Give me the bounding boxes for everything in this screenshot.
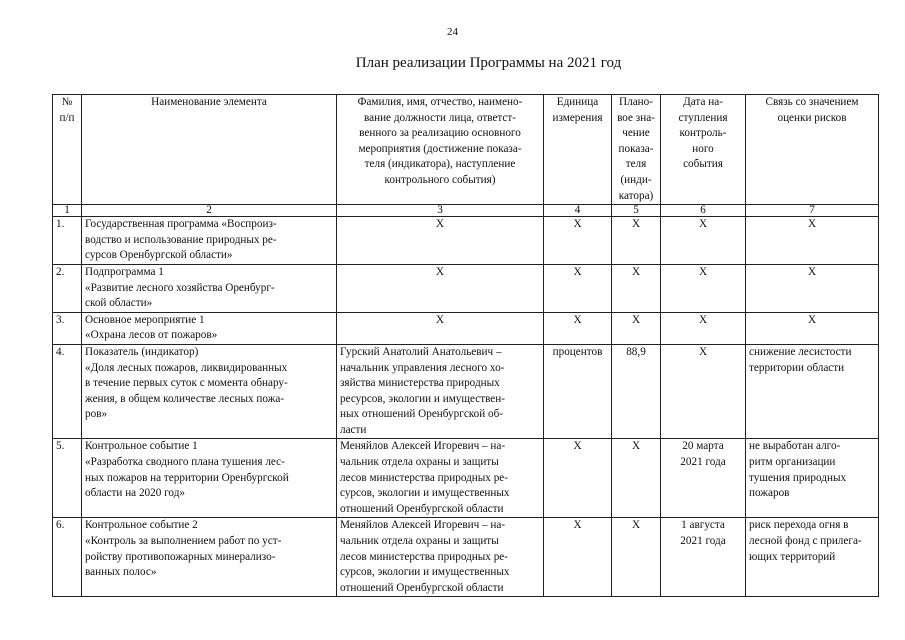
event-date: Х bbox=[661, 344, 746, 439]
row-number: 2. bbox=[53, 264, 82, 312]
event-date: Х bbox=[661, 217, 746, 265]
row-number: 6. bbox=[53, 518, 82, 597]
planned-value: Х bbox=[612, 217, 661, 265]
responsible-person: Гурский Анатолий Анатольевич – начальник управления лесного хо- зяйства министерства природных ресурсов, экологии и имуществен- ных отношений Оренбургской об- ласти bbox=[337, 344, 544, 439]
column-header: Единица измерения bbox=[544, 95, 612, 205]
row-number: 3. bbox=[53, 312, 82, 344]
planned-value: Х bbox=[612, 264, 661, 312]
column-header: Фамилия, имя, отчество, наимено- вание должности лица, ответст- венного за реализацию основного мероприятия (достижение показа- теля (индикатора), наступление контрольного события) bbox=[337, 95, 544, 205]
row-number: 5. bbox=[53, 439, 82, 518]
responsible-person: Меняйлов Алексей Игоревич – на- чальник отдела охраны и защиты лесов министерства природных ре- сурсов, экологии и имущественных отношений Оренбургской области bbox=[337, 439, 544, 518]
unit: Х bbox=[544, 518, 612, 597]
page-title: План реализации Программы на 2021 год bbox=[355, 55, 622, 71]
column-number: 5 bbox=[612, 205, 661, 217]
risk-link: Х bbox=[746, 264, 879, 312]
column-header: Связь со значением оценки рисков bbox=[746, 95, 879, 205]
responsible-person: Х bbox=[337, 264, 544, 312]
column-header: № п/п bbox=[53, 95, 82, 205]
column-number-row bbox=[53, 205, 879, 217]
column-number: 3 bbox=[337, 205, 544, 217]
plan-table bbox=[52, 94, 879, 597]
column-number: 4 bbox=[544, 205, 612, 217]
column-header: Наименование элемента bbox=[82, 95, 337, 205]
unit: процентов bbox=[544, 344, 612, 439]
table-row bbox=[53, 312, 879, 344]
header-row bbox=[53, 95, 879, 205]
risk-link: не выработан алго- ритм организации тушения природных пожаров bbox=[746, 439, 879, 518]
element-name: Показатель (индикатор) «Доля лесных пожаров, ликвидированных в течение первых суток с момента обнару- жения, в общем количестве лесных пожа- ров» bbox=[82, 344, 337, 439]
table-row bbox=[53, 344, 879, 439]
column-header: Плано- вое зна- чение показа- теля (инди- катора) bbox=[612, 95, 661, 205]
column-number: 1 bbox=[53, 205, 82, 217]
table-row bbox=[53, 264, 879, 312]
element-name: Подпрограмма 1 «Развитие лесного хозяйства Оренбург- ской области» bbox=[82, 264, 337, 312]
column-number: 2 bbox=[82, 205, 337, 217]
event-date: 1 августа 2021 года bbox=[661, 518, 746, 597]
responsible-person: Меняйлов Алексей Игоревич – на- чальник отдела охраны и защиты лесов министерства природных ре- сурсов, экологии и имущественных отношений Оренбургской области bbox=[337, 518, 544, 597]
responsible-person: Х bbox=[337, 312, 544, 344]
element-name: Основное мероприятие 1 «Охрана лесов от пожаров» bbox=[82, 312, 337, 344]
element-name: Государственная программа «Воспроиз- водство и использование природных ре- сурсов Оренбургской области» bbox=[82, 217, 337, 265]
page-number: 24 bbox=[447, 26, 458, 38]
row-number: 1. bbox=[53, 217, 82, 265]
element-name: Контрольное событие 1 «Разработка сводного плана тушения лес- ных пожаров на территории Оренбургской области на 2020 год» bbox=[82, 439, 337, 518]
unit: Х bbox=[544, 439, 612, 518]
column-header: Дата на- ступления контроль- ного события bbox=[661, 95, 746, 205]
planned-value: 88,9 bbox=[612, 344, 661, 439]
risk-link: Х bbox=[746, 312, 879, 344]
planned-value: Х bbox=[612, 312, 661, 344]
table-row bbox=[53, 217, 879, 265]
column-number: 6 bbox=[661, 205, 746, 217]
risk-link: снижение лесистости территории области bbox=[746, 344, 879, 439]
planned-value: Х bbox=[612, 439, 661, 518]
responsible-person: Х bbox=[337, 217, 544, 265]
unit: Х bbox=[544, 312, 612, 344]
element-name: Контрольное событие 2 «Контроль за выполнением работ по уст- ройству противопожарных минерализо- ванных полос» bbox=[82, 518, 337, 597]
risk-link: Х bbox=[746, 217, 879, 265]
unit: Х bbox=[544, 264, 612, 312]
row-number: 4. bbox=[53, 344, 82, 439]
unit: Х bbox=[544, 217, 612, 265]
table-row bbox=[53, 439, 879, 518]
table-row bbox=[53, 518, 879, 597]
risk-link: риск перехода огня в лесной фонд с прилега- ющих территорий bbox=[746, 518, 879, 597]
event-date: Х bbox=[661, 312, 746, 344]
column-number: 7 bbox=[746, 205, 879, 217]
event-date: 20 марта 2021 года bbox=[661, 439, 746, 518]
planned-value: Х bbox=[612, 518, 661, 597]
event-date: Х bbox=[661, 264, 746, 312]
